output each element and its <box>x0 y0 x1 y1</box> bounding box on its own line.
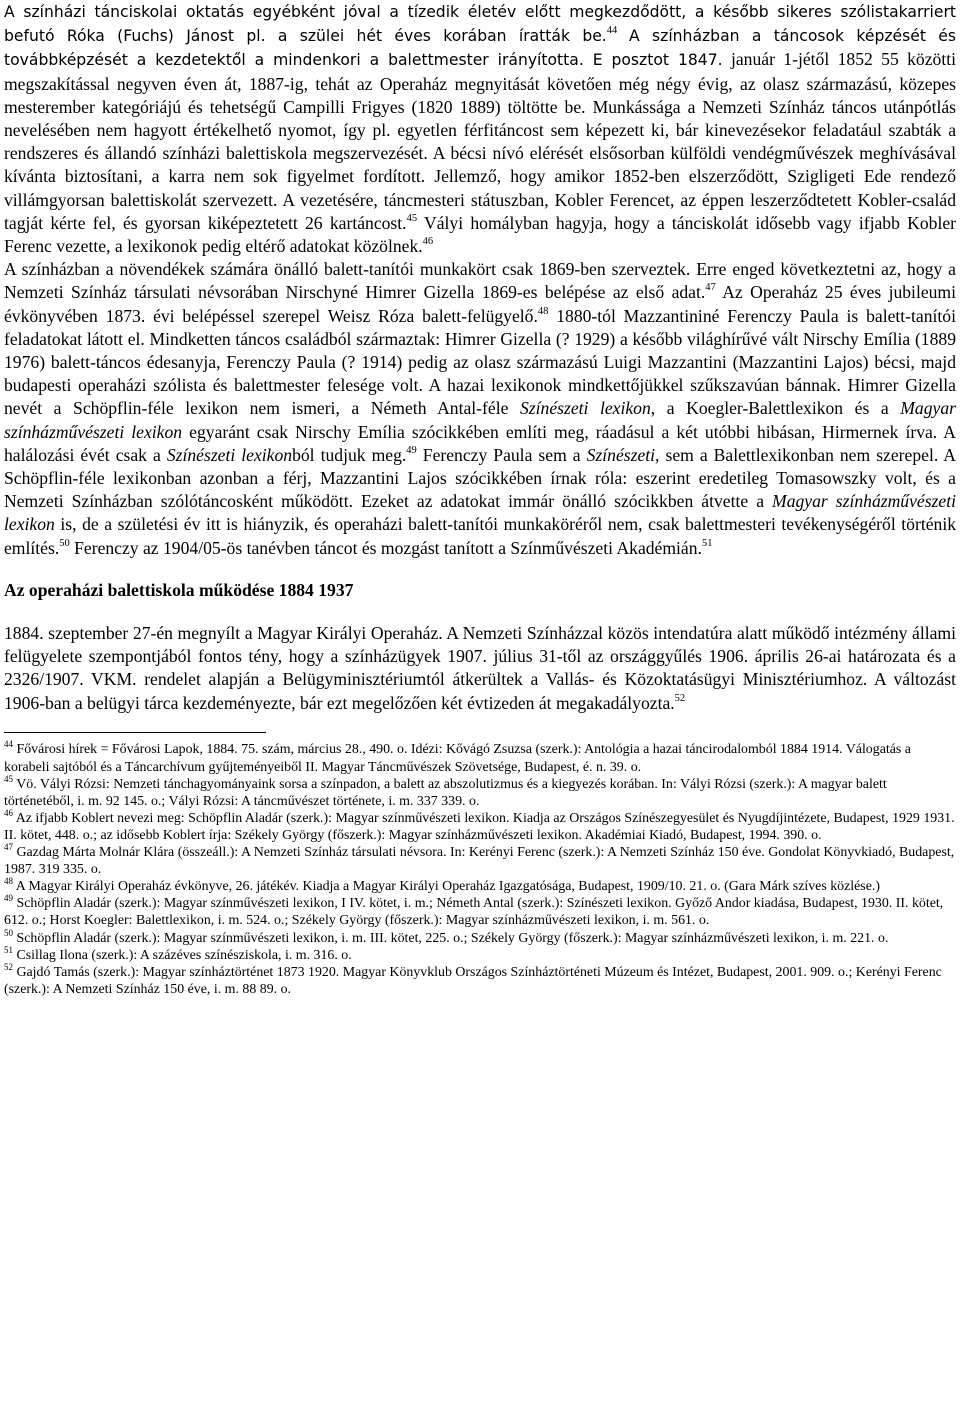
footnote-number: 44 <box>4 739 13 750</box>
text-run: , a Koegler-Balettlexikon és a <box>650 398 889 419</box>
footnote-ref-48[interactable]: 48 <box>537 305 549 317</box>
text-run: Munkássága a Nemzeti Színház táncos utánpótlás nevelésében nem hagyott értékelhető nyomot, így pl. <box>4 96 956 141</box>
paragraph-2 <box>4 258 956 560</box>
footnote-ref-49[interactable]: 49 <box>406 444 417 456</box>
section-heading: Az operaházi balettiskola működése 1884 1937 <box>4 579 354 600</box>
footnote-text: Schöpflin Aladár (szerk.): Magyar színművészeti lexikon, I IV. kötet, i. m.; Németh Antal (szerk.): Színészeti lexikon. Győző Andor kiadása, Budapest, 1930. II. kötet, 612. o.; Horst Koegler: Balettlexikon, i. m. 524. o.; Székely György (főszerk.): Magyar színházművészeti lexikon, i. m. 561. o. <box>4 896 944 929</box>
text-run: Ferenczy Paula sem a <box>422 444 581 465</box>
text-run: egyaránt csak Nirschy Emília szócikkében említi meg, ráadásul a két utóbbi hibásan, Hirmernek írva. A halálozási évét csak a <box>4 421 956 465</box>
footnote-text: Fővárosi hírek = Fővárosi Lapok, 1884. 75. szám, március 28., 490. o. Idézi: Kővágó Zsuzsa (szerk.): Antológia a hazai táncirodalomból 1884 1914. Válogatás a korabeli sajtóból és a Táncarchívum gyűjteményeiből II. Magyar Táncművészek Szövetsége, Budapest, é. n. 39. o. <box>4 742 911 775</box>
footnote-number: 50 <box>4 927 13 938</box>
footnote-ref-52[interactable]: 52 <box>674 692 686 704</box>
text-run: január 1-jétől 1852 55 közötti megszakítással negyven éven át, 1887-ig, tehát az Operaház megnyitását követően még négy évig, az olasz származású, közepes mesterember kategóriájú és tehetségű Campilli Frigyes (1820 1889) töltötte be. <box>4 49 956 117</box>
paragraph-1 <box>4 0 956 258</box>
footnote-ref-50[interactable]: 50 <box>59 537 70 549</box>
text-run: 1880-tól Mazzantininé Ferenczy Paula is balett-tanítói feladatokat látott el. Mindketten táncos családból származtak: Himrer Gizella (? 1929) a később világhírűvé vált Nirschy Emília (1889 1976) balett-táncos édesanyja, Ferenczy Paula (? 1914) pedig az olasz származású Luigi Mazzantini (Mazzantini Lajos) bécsi, majd budapesti operaházi szólista és balettmester felesége volt. A hazai lexikonok mindkettőjükkel szűkszavúan bánnak. Himrer Gizella nevét a Schöpflin-féle lexikon nem ismeri, a Németh Antal-féle <box>4 305 956 419</box>
text-run: egyetlen férfitáncost sem képezett ki, bár kinevezésekor feladatául szabták a rendszeres és állandó színházi balettiskola megszervezését. A bécsi nívó elérését elsősorban külföldi vendégművészek meghívásával kívánta biztosítani, a karra nem sok figyelmet fordított. Jellemző, hogy amikor 1852-ben elszerződött, Szigligeti Ede rendező villámgyorsan balettiskolát szervezett. A vezetésére, táncmesteri státuszban, Kobler Ferencet, az éppen leszerződtetett Kobler-család tagját kérte fel, és gyorsan kiképeztetett 26 kartáncost. <box>4 120 957 233</box>
footnote-separator <box>4 732 266 733</box>
text-run: A színházban a táncosok képzését és továbbképzését a kezdetektől a mindenkori a balettmester irányította. E posztot 1847. <box>4 27 957 70</box>
footnote-50 <box>4 927 956 947</box>
footnotes <box>4 741 956 997</box>
footnote-number: 47 <box>4 842 13 853</box>
footnote-text: Az ifjabb Koblert nevezi meg: Schöpflin Aladár (szerk.): Magyar színművészeti lexikon. Kiadja az Országos Színészegyesület és Nyugdíjintézete, Budapest, 1929 1931. II. kötet, 448. o.; az idősebb Koblert írja: Székely György (főszerk.): Magyar színházművészeti lexikon. Akadémiai Kiadó, Budapest, 1994. 390. o. <box>4 810 955 843</box>
footnote-number: 48 <box>4 876 13 887</box>
footnote-51 <box>4 944 956 964</box>
footnote-number: 46 <box>4 807 13 818</box>
italic-title: Magyar színházművészeti lexikon <box>4 491 956 535</box>
footnote-ref-51[interactable]: 51 <box>701 537 713 549</box>
text-run: Ferenczy az 1904/05-ös tanévben táncot és mozgást tanított a Színművészeti Akadémián. <box>74 537 702 558</box>
footnote-52 <box>4 961 956 998</box>
italic-title: Színészeti lexikon <box>166 444 293 465</box>
footnote-text: A Magyar Királyi Operaház évkönyve, 26. játékév. Kiadja a Magyar Királyi Operaház Igazgatósága, Budapest, 1909/10. 21. o. (Gara Márk szíves közlése.) <box>15 879 880 895</box>
footnote-number: 45 <box>4 773 13 784</box>
footnote-number: 51 <box>4 944 13 955</box>
text-run: is, de a születési év itt is hiányzik, és operaházi balett-tanítói munkaköréről nem, csak balettmesteri tevékenységéről történik említés. <box>4 514 956 558</box>
footnote-ref-46[interactable]: 46 <box>422 236 434 248</box>
italic-title: Magyar színházművészeti lexikon <box>4 398 956 442</box>
italic-title: Színészeti <box>586 444 656 465</box>
footnote-ref-47[interactable]: 47 <box>705 282 716 294</box>
footnote-49 <box>4 895 956 929</box>
text-run: Az Operaház 25 éves jubileumi évkönyvében 1873. évi belépéssel szerepel Weisz Róza balett-felügyelő. <box>4 282 957 326</box>
footnote-48 <box>4 878 956 895</box>
footnote-text: Schöpflin Aladár (szerk.): Magyar színművészeti lexikon, i. m. III. kötet, 225. o.; Székely György (főszerk.): Magyar színházművészeti lexikon, i. m. 221. o. <box>16 930 889 946</box>
footnote-text: Gajdó Tamás (szerk.): Magyar színháztörténet 1873 1920. Magyar Könyvklub Országos Színháztörténeti Múzeum és Intézet, Budapest, 2001. 909. o.; Kerényi Ferenc (szerk.): A Nemzeti Színház 150 éve, i. m. 88 89. o. <box>4 964 942 997</box>
text-run: ból tudjuk meg. <box>292 444 407 465</box>
footnote-text: Vö. Vályi Rózsi: Nemzeti tánchagyományaink sorsa a színpadon, a balett az abszolutizmus és a kiegyezés korában. In: Vályi Rózsi (szerk.): A magyar balett történetéből, i. m. 92 145. o.; Vályi Rózsi: A táncművészet története, i. m. 337 339. o. <box>4 776 887 809</box>
italic-title: Színészeti lexikon <box>519 398 651 419</box>
footnote-text: Gazdag Márta Molnár Klára (összeáll.): A Nemzeti Színház társulati névsora. In: Kerényi Ferenc (szerk.): A Nemzeti Színház 150 éve. Gondolat Könyvkiadó, Budapest, 1987. 319 335. o. <box>4 845 955 878</box>
text-run: Vályi homályban hagyja, hogy a tánciskolát idősebb vagy ifjabb Kobler Ferenc vezette, a lexikonok pedig eltérő adatokat közölnek. <box>4 212 956 257</box>
footnote-ref-44[interactable]: 44 <box>606 25 618 37</box>
text-run: 1884. szeptember 27-én megnyílt a Magyar Királyi Operaház. A Nemzeti Színházzal közös intendatúra alatt működő intézmény állami felügyelete szempontjából fontos tény, hogy a színházügyek 1907. július 31-től az országgyűlés 1906. április 26-ai határozata és a 2326/1907. VKM. rendelet alapján a Belügyminisztériumtól átkerültek a Vallás- és Közoktatásügyi Minisztériumhoz. A változást 1906-ban a belügyi tárca kezdeményezte, bár ezt megelőzően két évtizeden át megakadályozta. <box>4 623 956 713</box>
text-run: A színházban a növendékek számára önálló balett-tanítói munkakört csak 1869-ben szerveztek. Erre enged következtetni az, hogy a Nemzeti Színház társulati névsorában Nirschyné Himrer Gizella 1869-es belépése az első adat. <box>4 259 956 303</box>
footnote-text: Csillag Ilona (szerk.): A százéves színésziskola, i. m. 316. o. <box>16 947 352 963</box>
footnote-number: 52 <box>4 961 13 972</box>
body-text <box>4 0 956 560</box>
document-page <box>4 0 956 998</box>
footnote-45 <box>4 773 956 810</box>
footnote-46 <box>4 807 956 844</box>
footnote-ref-45[interactable]: 45 <box>406 212 418 224</box>
footnote-47 <box>4 844 956 878</box>
section-paragraph <box>4 622 956 715</box>
text-run: , sem a Balettlexikonban nem szerepel. A Schöpflin-féle lexikonban azonban a férj, Mazzantini Lajos szócikkében írnak róla: eszerint eredetileg Tomasowszky volt, és a Nemzeti Színházban szólótáncosként működött. Ezeket az adatokat immár önálló szócikkben átvette a <box>4 444 956 512</box>
footnote-44 <box>4 741 956 775</box>
footnote-number: 49 <box>4 893 13 904</box>
text-run: A színházi tánciskolai oktatás egyébként jóval a tízedik életév előtt megkezdődött, a később sikeres szólistakarriert befutó Róka (Fuchs) Jánost pl. a szülei hét éves korában íratták be. <box>4 3 956 46</box>
